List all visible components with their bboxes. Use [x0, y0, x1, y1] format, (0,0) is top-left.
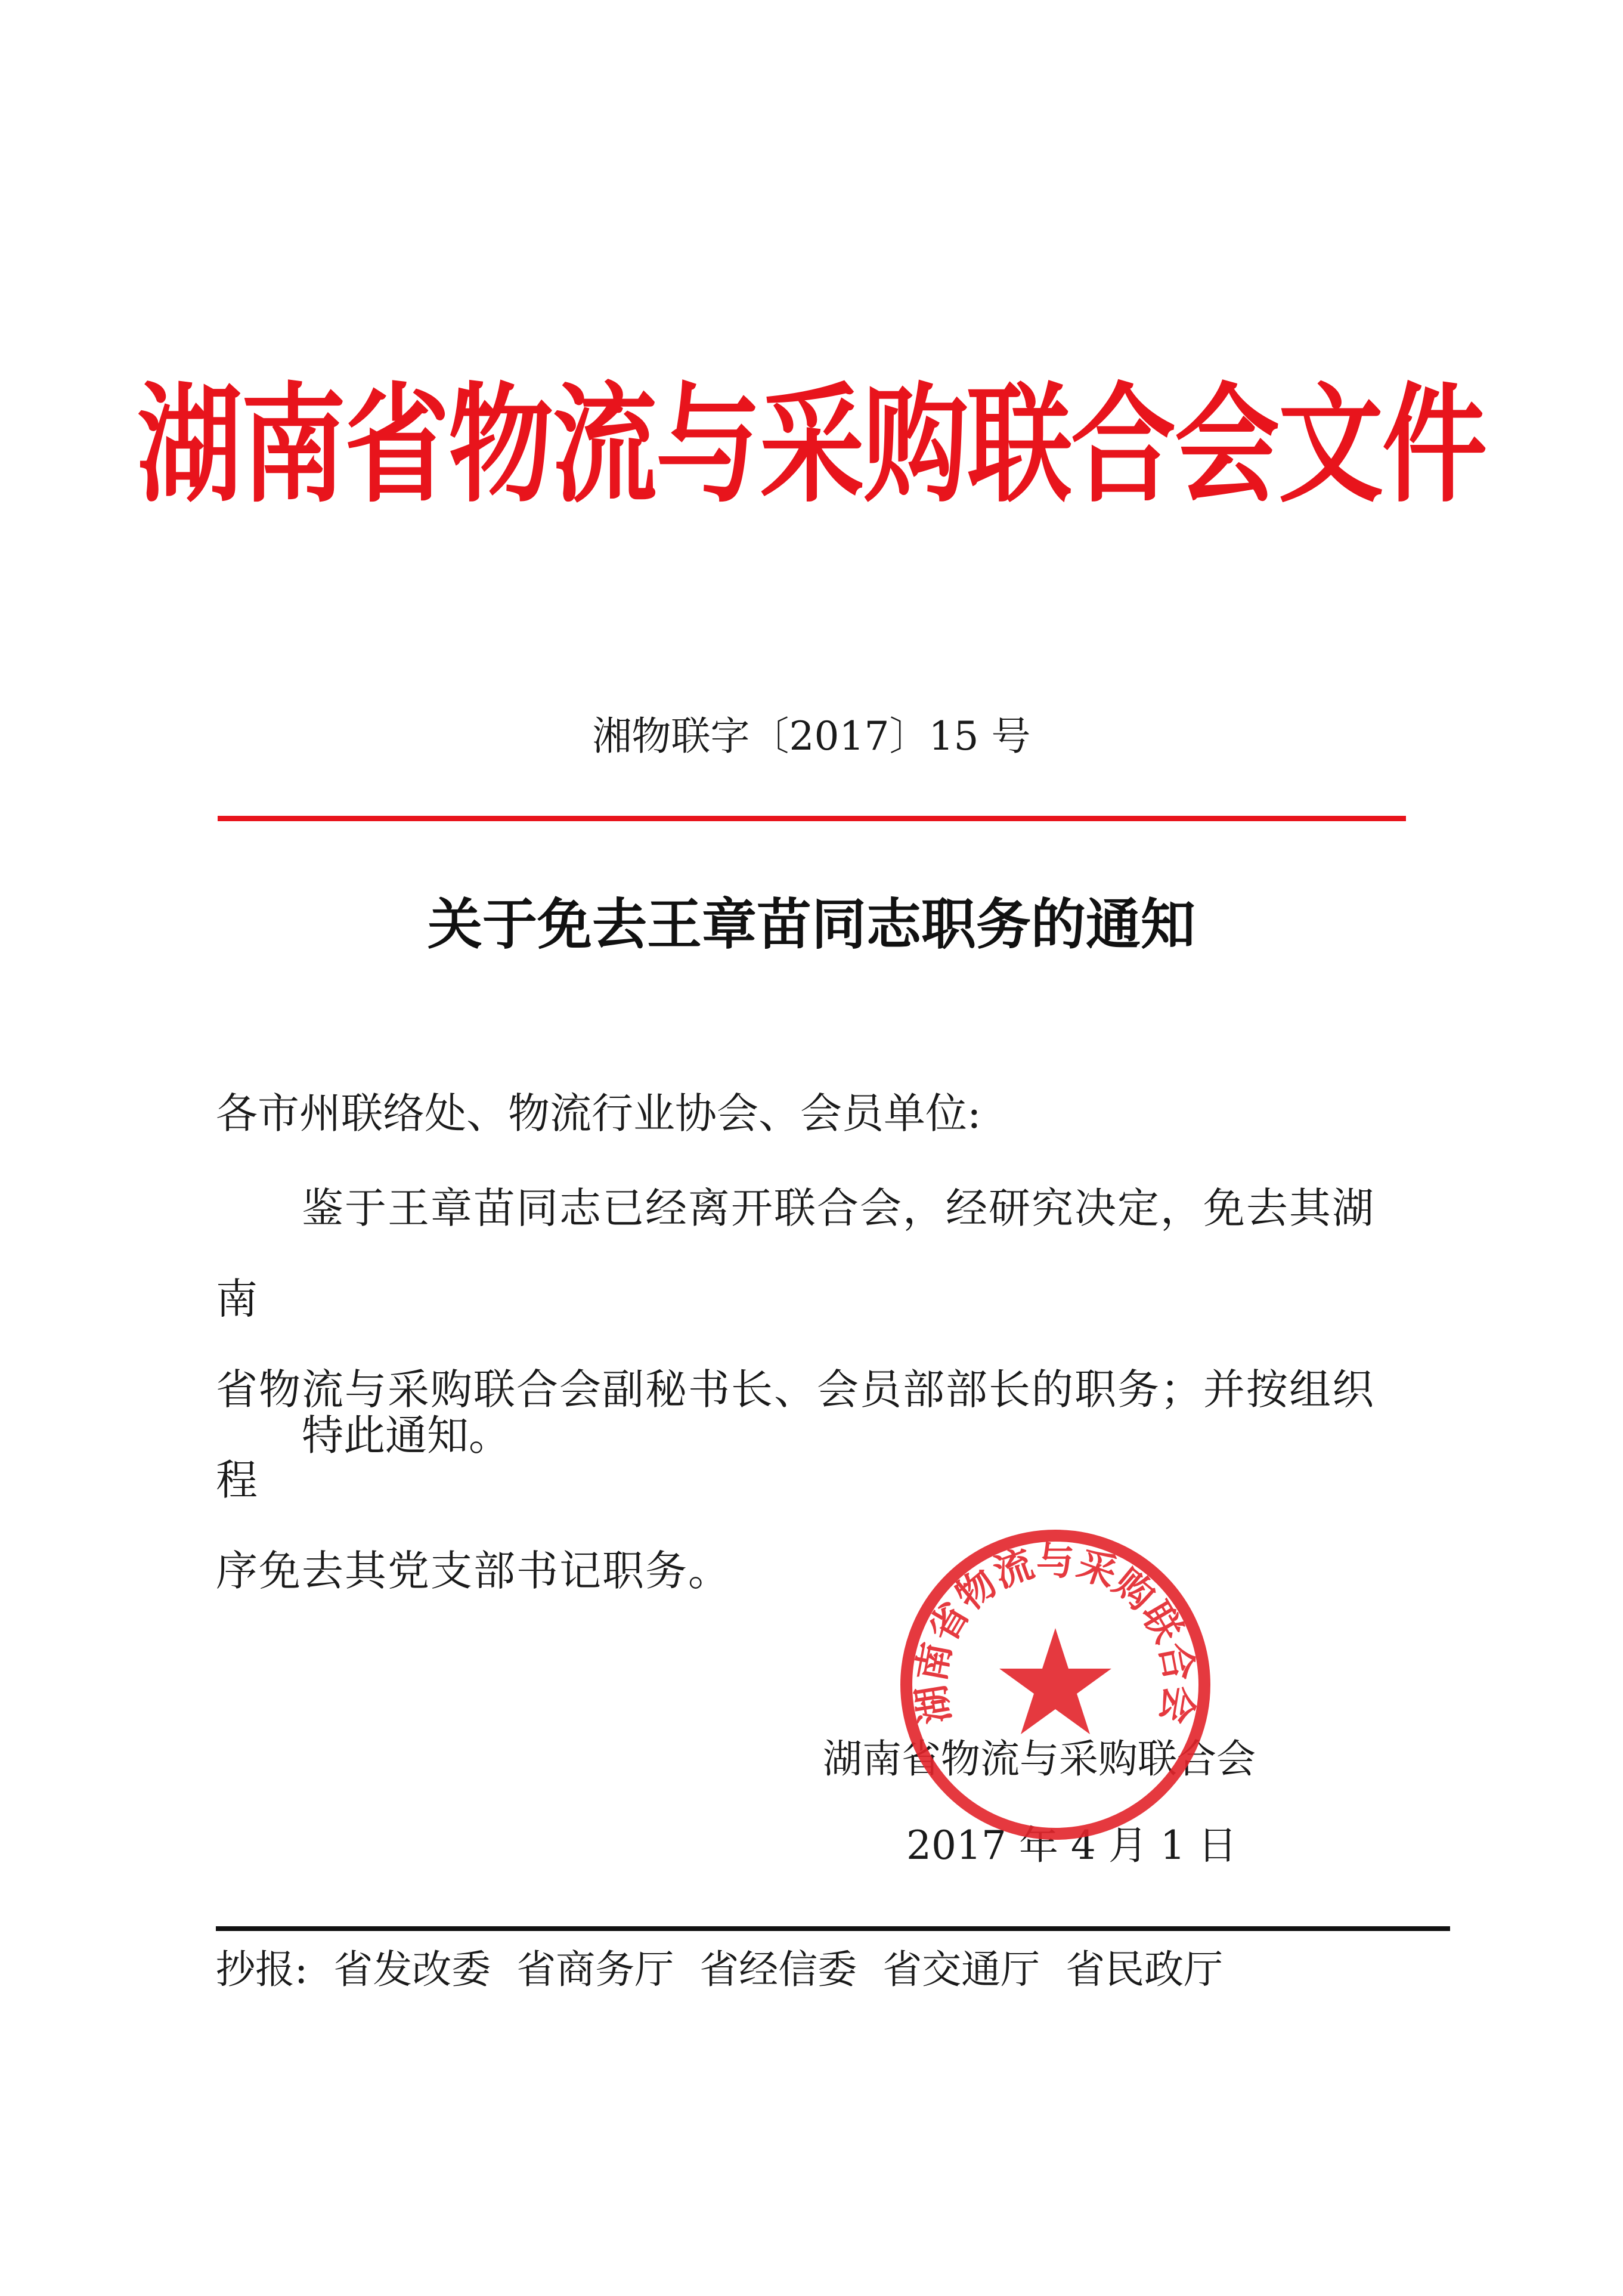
cc-recipient: 省经信委 — [699, 1947, 857, 1992]
cc-recipient: 省民政厅 — [1066, 1947, 1224, 1992]
signing-date: 2017 年 4 月 1 日 — [906, 1822, 1237, 1868]
body-line: 序免去其党支部书记职务。 — [216, 1546, 731, 1595]
cc-recipient: 省交通厅 — [882, 1947, 1040, 1992]
document-masthead: 湖南省物流与采购联合会文件 — [137, 369, 1486, 521]
notice-title: 关于免去王章苗同志职务的通知 — [427, 892, 1195, 957]
cc-recipient: 省发改委 — [333, 1947, 491, 1992]
body-line: 省物流与采购联合会副秘书长、会员部部长的职务；并按组织程 — [216, 1365, 1375, 1505]
notice-body — [216, 1163, 1408, 1616]
closing-line: 特此通知。 — [302, 1411, 510, 1460]
bottom-divider — [216, 1926, 1450, 1931]
recipients-line: 各市州联络处、物流行业协会、会员单位: — [216, 1089, 981, 1138]
signing-organization: 湖南省物流与采购联合会 — [823, 1736, 1256, 1782]
official-seal-icon — [894, 1524, 1216, 1846]
cc-line — [216, 1943, 1223, 1997]
cc-recipient: 省商务厅 — [516, 1947, 674, 1992]
seal-text: 湖南省物流与采购联合会 — [909, 1539, 1202, 1727]
cc-label: 抄报: — [216, 1947, 308, 1992]
red-divider — [218, 816, 1406, 821]
body-line: 鉴于王章苗同志已经离开联合会，经研究决定，免去其湖南 — [216, 1184, 1375, 1323]
document-number: 湘物联字〔2017〕15 号 — [592, 713, 1031, 759]
